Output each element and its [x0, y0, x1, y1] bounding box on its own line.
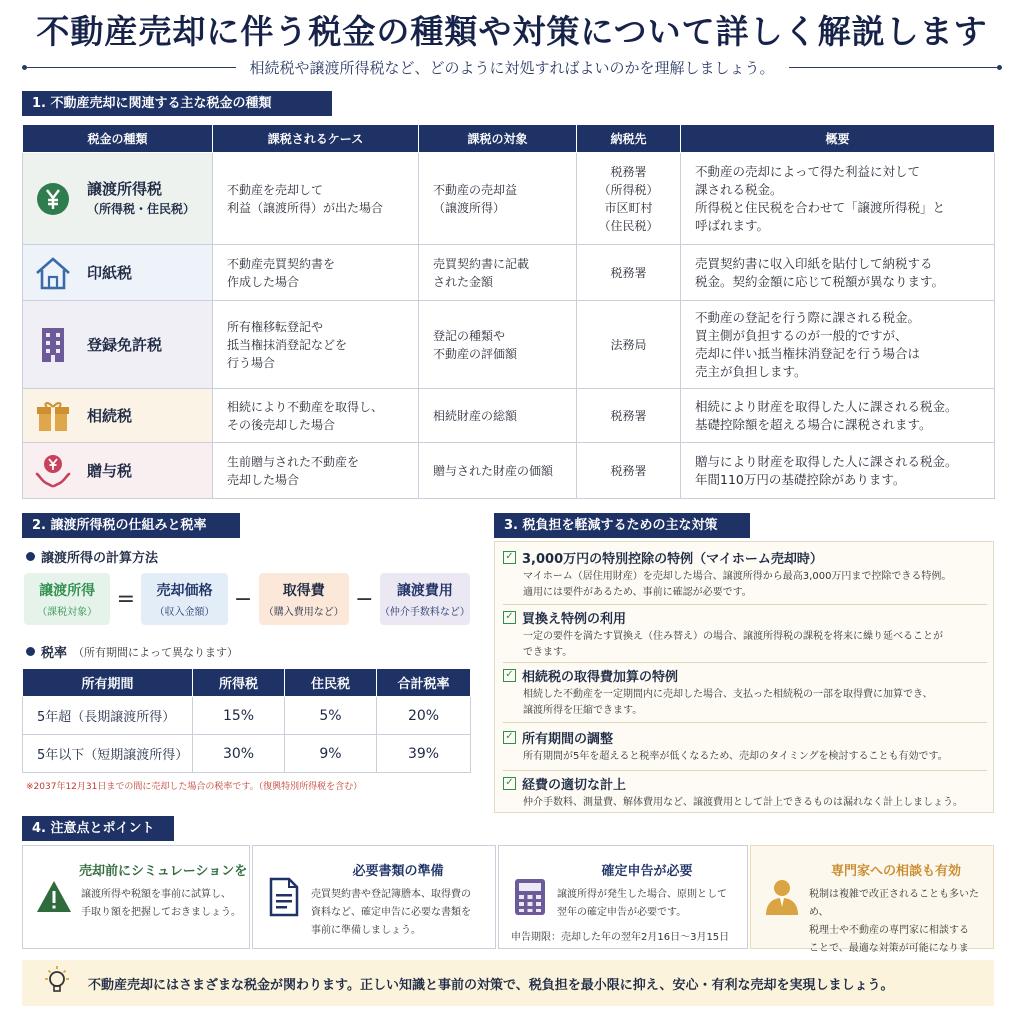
card-title: 専門家への相談も有効 [830, 864, 961, 879]
rate-period-short: 5年以下（短期譲渡所得） [23, 735, 193, 773]
rate-label [26, 642, 238, 661]
target-cell [419, 389, 577, 443]
measure-desc: 適用には要件があるため、事前に確認が必要です。 [523, 587, 752, 598]
summary-text: 贈与により財産を取得した人に課される税金。 [695, 453, 958, 469]
divider [503, 662, 987, 663]
payee-cell [577, 301, 681, 389]
measure-title: 3,000万円の特別控除の特例（マイホーム売却時） [522, 552, 823, 567]
tax-name-cell [23, 301, 213, 389]
payee-cell [577, 389, 681, 443]
measure-desc: できます。 [523, 647, 573, 658]
col-header-case: 課税されるケース [213, 125, 419, 153]
tax-name: 譲渡所得税 [87, 179, 163, 198]
measure-item [503, 774, 987, 811]
minus-sign: − [355, 586, 374, 612]
hands-yen-icon [33, 451, 73, 491]
summary-cell [681, 245, 995, 301]
summary-text: 呼ばれます。 [695, 217, 770, 233]
case-text: 生前贈与された不動産を [227, 454, 360, 469]
card-title: 確定申告が必要 [601, 864, 693, 879]
summary-text: 不動産の登記を行う際に課される税金。 [695, 309, 921, 325]
document-icon [263, 876, 305, 918]
case-cell [213, 245, 419, 301]
summary-text: 税金。契約金額に応じて税額が異なります。 [695, 273, 945, 289]
measure-desc: 譲渡所得を圧縮できます。 [523, 705, 643, 716]
card-text: 翌年の確定申告が必要です。 [557, 907, 687, 918]
case-cell [213, 301, 419, 389]
summary-text: 課される税金。 [695, 181, 783, 197]
rate-col-period: 所有期間 [23, 669, 193, 697]
formula-transfer-cost [380, 573, 470, 625]
summary-text: 買主側が負担するのが一般的ですが、 [695, 327, 908, 343]
card-title: 売却前にシミュレーションを [79, 864, 248, 879]
summary-cell [681, 301, 995, 389]
tax-name-cell [23, 153, 213, 245]
card-text: 事前に準備しましょう。 [311, 925, 421, 936]
tax-name: 相続税 [87, 406, 133, 425]
target-text: された金額 [433, 274, 494, 289]
filing-deadline: 申告期限：売却した年の翌年2月16日〜3月15日 [511, 932, 730, 943]
calc-method-label [26, 547, 158, 566]
payee-text: 市区町村 [604, 200, 653, 215]
tax-name-cell [23, 443, 213, 499]
measure-item [503, 548, 987, 601]
case-cell [213, 153, 419, 245]
checkbox-icon: ✓ [503, 551, 516, 564]
footer-banner [22, 960, 994, 1006]
target-text: 不動産の評価額 [433, 346, 518, 361]
target-text: 相続財産の総額 [433, 408, 518, 423]
payee-cell [577, 153, 681, 245]
target-text: 不動産の売却益 [433, 182, 518, 197]
case-text: 抵当権抹消登記などを [227, 337, 348, 352]
measures-panel [494, 541, 994, 813]
tip-card-tax-return [498, 845, 748, 949]
footer-text: 不動産売却にはさまざまな税金が関わります。正しい知識と事前の対策で、税負担を最小限に抑え、安心・有利な売却を実現しましょう。 [88, 977, 894, 993]
tax-name-cell [23, 245, 213, 301]
target-cell [419, 443, 577, 499]
table-row [23, 301, 995, 389]
tip-card-simulation [22, 845, 250, 949]
gift-box-icon [33, 396, 73, 436]
target-text: （譲渡所得） [433, 200, 506, 215]
rate-label-text: 税率 [41, 646, 68, 661]
payee-cell [577, 245, 681, 301]
case-cell [213, 443, 419, 499]
measure-title: 相続税の取得費加算の特例 [522, 670, 679, 685]
summary-text: 売買契約書に収入印紙を貼付して納税する [695, 255, 933, 271]
tax-table-header-row [23, 125, 995, 153]
payee-text: 税務署 [610, 408, 647, 423]
formula-sale-price [141, 573, 227, 625]
table-row [23, 697, 471, 735]
subtitle-row [22, 56, 1002, 78]
table-row [23, 735, 471, 773]
target-cell [419, 301, 577, 389]
tax-name-cell [23, 389, 213, 443]
summary-text: 相続により財産を取得した人に課される税金。 [695, 398, 958, 414]
card-text: 譲渡所得が発生した場合、原則として [557, 889, 727, 900]
formula-transfer-income [24, 573, 110, 625]
summary-text: 基礎控除額を超える場合に課税されます。 [695, 416, 932, 432]
payee-text: 法務局 [610, 337, 647, 352]
summary-cell [681, 443, 995, 499]
table-row [23, 443, 995, 499]
rate-col-income-tax: 所得税 [193, 669, 285, 697]
summary-text: 不動産の売却によって得た利益に対して [695, 163, 921, 179]
tip-card-documents [252, 845, 496, 949]
house-icon [33, 253, 73, 293]
section1-heading: 1. 不動産売却に関連する主な税金の種類 [22, 91, 332, 116]
formula-transfer-cost-label: 譲渡費用 [396, 583, 453, 599]
case-text: 不動産売買契約書を [227, 256, 336, 271]
rate-income-long: 15% [193, 697, 285, 735]
minus-sign: − [233, 586, 253, 612]
tax-name-sub: （所得税・住民税） [87, 201, 196, 216]
card-text: 資料など、確定申告に必要な書類を [311, 907, 471, 918]
bullet-icon [26, 647, 35, 656]
page-title: 不動産売却に伴う税金の種類や対策について詳しく解説します [36, 12, 988, 51]
payee-text: （住民税） [598, 218, 659, 233]
summary-text: 売主が負担します。 [695, 363, 807, 379]
formula-sale-price-sub: （収入金額） [154, 607, 215, 618]
measure-title: 経費の適切な計上 [522, 778, 627, 793]
col-header-tax-type: 税金の種類 [23, 125, 213, 153]
measure-desc: 相続した不動産を一定期間内に売却した場合、支払った相続税の一部を取得費に加算でき、 [523, 689, 933, 700]
formula-transfer-income-label: 譲渡所得 [39, 583, 96, 599]
tax-name: 登録免許税 [87, 335, 163, 354]
target-text: 売買契約書に記載 [433, 256, 530, 271]
rate-resident-short: 9% [285, 735, 377, 773]
target-text: 登記の種類や [433, 328, 506, 343]
formula-transfer-cost-sub: （仲介手数料など） [379, 607, 470, 618]
case-text: 行う場合 [227, 355, 276, 370]
rate-label-sub: （所有期間によって異なります） [73, 645, 239, 659]
payee-text: （所得税） [598, 182, 659, 197]
checkbox-icon: ✓ [503, 731, 516, 744]
card-text: 税制は複雑で改正されることも多いため、 [809, 889, 979, 918]
tax-rate-table [22, 668, 471, 773]
table-row [23, 153, 995, 245]
summary-cell [681, 153, 995, 245]
rate-resident-long: 5% [285, 697, 377, 735]
measure-desc: 一定の要件を満たす買換え（住み替え）の場合、譲渡所得税の課税を将来に繰り延べることが [523, 631, 943, 642]
col-header-target: 課税の対象 [419, 125, 577, 153]
case-text: 利益（譲渡所得）が出た場合 [227, 200, 384, 215]
table-row [23, 389, 995, 443]
checkbox-icon: ✓ [503, 611, 516, 624]
case-text: その後売却した場合 [227, 417, 336, 432]
case-text: 作成した場合 [227, 274, 300, 289]
calc-formula [24, 573, 470, 625]
rate-col-total: 合計税率 [377, 669, 471, 697]
measure-desc: 仲介手数料、測量費、解体費用など、譲渡費用として計上できるものは漏れなく計上しましょう。 [523, 797, 963, 808]
rate-period-long: 5年超（長期譲渡所得） [23, 697, 193, 735]
measure-item [503, 608, 987, 661]
card-text: ことで、最適な対策が可能になりま [809, 943, 969, 954]
card-text: 手取り額を把握しておきましょう。 [81, 907, 241, 918]
summary-text: 所得税と住民税を合わせて「譲渡所得税」と [695, 199, 946, 215]
checkbox-icon: ✓ [503, 777, 516, 790]
section3-heading: 3. 税負担を軽減するための主な対策 [494, 513, 750, 538]
tax-name: 贈与税 [87, 461, 133, 480]
formula-acquisition-cost [259, 573, 349, 625]
target-text: 贈与された財産の価額 [433, 463, 554, 478]
case-text: 相続により不動産を取得し、 [227, 399, 384, 414]
rate-total-long: 20% [377, 697, 471, 735]
case-cell [213, 389, 419, 443]
divider [503, 604, 987, 605]
case-text: 不動産を売却して [227, 182, 324, 197]
summary-text: 年間110万円の基礎控除があります。 [695, 471, 906, 487]
case-text: 売却した場合 [227, 472, 300, 487]
bullet-icon [26, 552, 35, 561]
target-cell [419, 153, 577, 245]
col-header-payee: 納税先 [577, 125, 681, 153]
card-title: 必要書類の準備 [352, 864, 444, 879]
summary-text: 売却に伴い抵当権抹消登記を行う場合は [695, 345, 921, 361]
formula-transfer-income-sub: （課税対象） [37, 607, 98, 618]
calc-method-text: 譲渡所得の計算方法 [41, 551, 159, 566]
card-text: 税理士や不動産の専門家に相談する [809, 925, 969, 936]
rate-total-short: 39% [377, 735, 471, 773]
formula-acquisition-cost-label: 取得費 [282, 583, 325, 599]
tax-types-table [22, 124, 995, 499]
warning-icon [33, 876, 75, 918]
equals-sign: = [116, 586, 136, 612]
rate-income-short: 30% [193, 735, 285, 773]
tax-name: 印紙税 [87, 263, 133, 282]
subtitle-divider-left [22, 67, 236, 68]
target-cell [419, 245, 577, 301]
payee-text: 税務署 [610, 164, 647, 179]
subtitle-divider-right [789, 67, 1003, 68]
page-subtitle: 相続税や譲渡所得税など、どのように対処すればよいのかを理解しましょう。 [249, 58, 775, 77]
measure-desc: 所有期間が5年を超えると税率が低くなるため、売却のタイミングを検討することも有効です。 [523, 751, 948, 762]
summary-cell [681, 389, 995, 443]
section2-heading: 2. 譲渡所得税の仕組みと税率 [22, 513, 240, 538]
divider [503, 770, 987, 771]
building-icon [33, 325, 73, 365]
rate-table-header-row [23, 669, 471, 697]
section4-heading: 4. 注意点とポイント [22, 816, 174, 841]
payee-text: 税務署 [610, 463, 647, 478]
tip-card-expert [750, 845, 994, 954]
checkbox-icon: ✓ [503, 669, 516, 682]
card-text: 譲渡所得や税額を事前に試算し、 [81, 889, 231, 900]
person-icon [761, 876, 803, 918]
divider [503, 722, 987, 723]
formula-sale-price-label: 売却価格 [156, 583, 213, 599]
table-row [23, 245, 995, 301]
calculator-icon [509, 876, 551, 918]
measure-title: 所有期間の調整 [522, 732, 614, 747]
case-text: 所有権移転登記や [227, 319, 324, 334]
measure-item [503, 728, 987, 765]
measure-title: 買換え特例の利用 [522, 612, 627, 627]
rate-footnote: ※2037年12月31日までの間に売却した場合の税率です。（復興特別所得税を含む） [26, 782, 363, 792]
formula-acquisition-cost-sub: （購入費用など） [263, 607, 344, 618]
lightbulb-icon [40, 964, 74, 1002]
measure-desc: マイホーム（居住用財産）を売却した場合、譲渡所得から最高3,000万円まで控除できる特例。 [523, 571, 952, 582]
payee-text: 税務署 [610, 265, 647, 280]
measure-item [503, 666, 987, 719]
col-header-summary: 概要 [681, 125, 995, 153]
yen-coin-icon [33, 179, 73, 219]
card-text: 売買契約書や登記簿謄本、取得費の [311, 889, 471, 900]
payee-cell [577, 443, 681, 499]
rate-col-resident-tax: 住民税 [285, 669, 377, 697]
